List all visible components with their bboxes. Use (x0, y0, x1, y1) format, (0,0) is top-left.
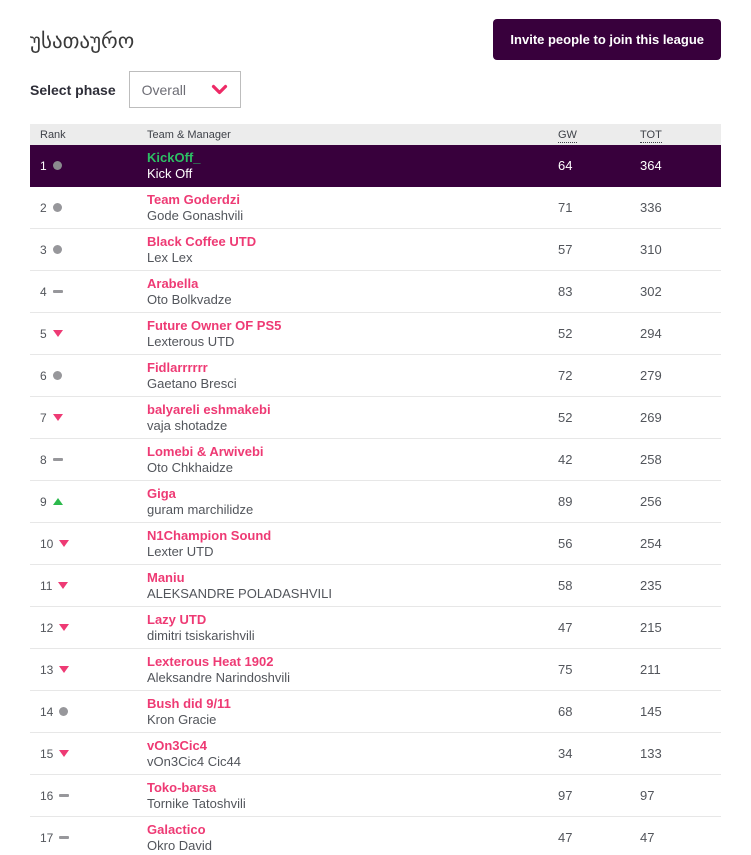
table-row (30, 271, 721, 313)
table-row (30, 397, 721, 439)
manager-name: Lex Lex (147, 249, 193, 265)
rank-value: 6 (40, 368, 47, 383)
standings-rows (30, 145, 721, 855)
team-cell (147, 780, 558, 812)
gw-points: 34 (558, 746, 573, 761)
team-name-link[interactable]: Fidlarrrrrr (147, 359, 208, 375)
total-points: 279 (640, 368, 662, 383)
standings-header (30, 124, 721, 145)
team-name-link[interactable]: N1Champion Sound (147, 527, 272, 543)
rank-value: 8 (40, 452, 47, 467)
team-name-link[interactable]: Lazy UTD (147, 611, 207, 627)
team-name-link[interactable]: Team Goderdzi (147, 191, 240, 207)
table-row (30, 313, 721, 355)
gw-points: 71 (558, 200, 573, 215)
gw-points: 83 (558, 284, 573, 299)
table-row (30, 649, 721, 691)
movement-down-icon (59, 750, 69, 757)
manager-name: Aleksandre Narindoshvili (147, 669, 291, 685)
rank-value: 7 (40, 410, 47, 425)
team-name-link[interactable]: Galactico (147, 821, 206, 837)
rank-cell (30, 201, 147, 215)
team-cell (147, 822, 558, 854)
total-points: 215 (640, 620, 662, 635)
team-cell (147, 444, 558, 476)
gw-points: 58 (558, 578, 573, 593)
rank-value: 9 (40, 494, 47, 509)
rank-value: 17 (40, 830, 54, 845)
gw-points: 89 (558, 494, 573, 509)
movement-same-icon (59, 707, 68, 716)
team-cell (147, 234, 558, 266)
rank-cell (30, 537, 147, 551)
team-name-link[interactable]: KickOff_ (147, 149, 201, 165)
league-title: უსათაურო (30, 30, 135, 53)
manager-name: Kick Off (147, 165, 193, 181)
rank-value: 15 (40, 746, 54, 761)
manager-name: Gaetano Bresci (147, 375, 237, 391)
phase-selector-row (30, 71, 721, 108)
total-points: 133 (640, 746, 662, 761)
table-row (30, 607, 721, 649)
manager-name: dimitri tsiskarishvili (147, 627, 255, 643)
manager-name: Kron Gracie (147, 711, 217, 727)
team-name-link[interactable]: Bush did 9/11 (147, 695, 231, 711)
select-phase-label: Select phase (30, 81, 116, 98)
rank-cell (30, 579, 147, 593)
rank-cell (30, 789, 147, 803)
team-name-link[interactable]: balyareli eshmakebi (147, 401, 271, 417)
gw-points: 47 (558, 830, 573, 845)
team-cell (147, 612, 558, 644)
table-row (30, 229, 721, 271)
rank-cell (30, 453, 147, 467)
rank-cell (30, 369, 147, 383)
movement-up-icon (53, 498, 63, 505)
total-points: 211 (640, 662, 661, 677)
gw-points: 75 (558, 662, 573, 677)
table-row (30, 481, 721, 523)
phase-select-value: Overall (141, 81, 186, 98)
manager-name: Lexter UTD (147, 543, 214, 559)
team-cell (147, 318, 558, 350)
gw-points: 52 (558, 410, 573, 425)
movement-down-icon (59, 624, 69, 631)
header-team-manager: Team & Manager (147, 128, 231, 141)
team-cell (147, 738, 558, 770)
team-name-link[interactable]: Future Owner OF PS5 (147, 317, 282, 333)
table-row (30, 733, 721, 775)
rank-cell (30, 831, 147, 845)
standings-table (30, 124, 721, 855)
team-name-link[interactable]: Toko-barsa (147, 779, 217, 795)
table-row (30, 775, 721, 817)
team-name-link[interactable]: Lomebi & Arwivebi (147, 443, 264, 459)
manager-name: Tornike Tatoshvili (147, 795, 246, 811)
gw-points: 42 (558, 452, 573, 467)
movement-same-icon (53, 371, 62, 380)
movement-same-icon (53, 290, 63, 293)
team-name-link[interactable]: Black Coffee UTD (147, 233, 257, 249)
team-name-link[interactable]: Giga (147, 485, 176, 501)
rank-cell (30, 159, 147, 173)
movement-down-icon (59, 666, 69, 673)
manager-name: Oto Chkhaidze (147, 459, 233, 475)
total-points: 47 (640, 830, 655, 845)
rank-cell (30, 495, 147, 509)
team-cell (147, 276, 558, 308)
rank-value: 14 (40, 704, 54, 719)
gw-points: 57 (558, 242, 573, 257)
manager-name: ALEKSANDRE POLADASHVILI (147, 585, 332, 601)
manager-name: Gode Gonashvili (147, 207, 244, 223)
movement-down-icon (53, 330, 63, 337)
gw-points: 52 (558, 326, 573, 341)
gw-points: 47 (558, 620, 573, 635)
team-name-link[interactable]: vOn3Cic4 (147, 737, 207, 753)
team-cell (147, 654, 558, 686)
movement-same-icon (53, 458, 63, 461)
team-name-link[interactable]: Arabella (147, 275, 199, 291)
movement-down-icon (58, 582, 68, 589)
team-cell (147, 528, 558, 560)
movement-same-icon (59, 836, 69, 839)
movement-down-icon (59, 540, 69, 547)
movement-same-icon (53, 245, 62, 254)
header-gw: GW (558, 128, 577, 141)
total-points: 256 (640, 494, 662, 509)
gw-points: 56 (558, 536, 573, 551)
movement-same-icon (59, 794, 69, 797)
team-cell (147, 192, 558, 224)
table-row (30, 691, 721, 733)
gw-points: 72 (558, 368, 573, 383)
movement-same-icon (53, 203, 62, 212)
table-row (30, 817, 721, 855)
table-row (30, 523, 721, 565)
team-cell (147, 360, 558, 392)
team-cell (147, 570, 558, 602)
rank-cell (30, 621, 147, 635)
phase-select[interactable] (129, 71, 241, 108)
rank-cell (30, 285, 147, 299)
gw-points: 64 (558, 158, 573, 173)
rank-value: 2 (40, 200, 47, 215)
team-cell (147, 486, 558, 518)
movement-down-icon (53, 414, 63, 421)
header-rank: Rank (40, 128, 66, 141)
header-tot: TOT (640, 128, 662, 141)
rank-value: 10 (40, 536, 54, 551)
total-points: 269 (640, 410, 662, 425)
team-cell (147, 150, 558, 182)
rank-value: 4 (40, 284, 47, 299)
manager-name: vaja shotadze (147, 417, 228, 433)
chevron-down-icon (211, 84, 228, 95)
table-row (30, 187, 721, 229)
table-row (30, 439, 721, 481)
total-points: 145 (640, 704, 662, 719)
team-cell (147, 402, 558, 434)
team-name-link[interactable]: Lexterous Heat 1902 (147, 653, 274, 669)
rank-cell (30, 327, 147, 341)
table-row (30, 355, 721, 397)
rank-value: 11 (40, 578, 53, 593)
rank-value: 12 (40, 620, 54, 635)
total-points: 294 (640, 326, 662, 341)
gw-points: 68 (558, 704, 573, 719)
manager-name: vOn3Cic4 Cic44 (147, 753, 241, 769)
total-points: 235 (640, 578, 662, 593)
total-points: 302 (640, 284, 662, 299)
total-points: 310 (640, 242, 662, 257)
table-row (30, 145, 721, 187)
total-points: 258 (640, 452, 662, 467)
total-points: 254 (640, 536, 662, 551)
team-name-link[interactable]: Maniu (147, 569, 185, 585)
rank-value: 3 (40, 242, 47, 257)
movement-same-icon (53, 161, 62, 170)
rank-value: 1 (40, 158, 47, 173)
manager-name: Okro David (147, 837, 213, 853)
manager-name: Lexterous UTD (147, 333, 235, 349)
rank-cell (30, 663, 147, 677)
rank-value: 13 (40, 662, 54, 677)
table-row (30, 565, 721, 607)
gw-points: 97 (558, 788, 573, 803)
rank-value: 5 (40, 326, 47, 341)
page-header (30, 0, 721, 60)
rank-cell (30, 243, 147, 257)
manager-name: guram marchilidze (147, 501, 254, 517)
rank-cell (30, 411, 147, 425)
team-cell (147, 696, 558, 728)
total-points: 97 (640, 788, 655, 803)
rank-cell (30, 705, 147, 719)
invite-league-button[interactable]: Invite people to join this league (493, 19, 721, 60)
total-points: 364 (640, 158, 662, 173)
manager-name: Oto Bolkvadze (147, 291, 232, 307)
total-points: 336 (640, 200, 662, 215)
rank-value: 16 (40, 788, 54, 803)
rank-cell (30, 747, 147, 761)
